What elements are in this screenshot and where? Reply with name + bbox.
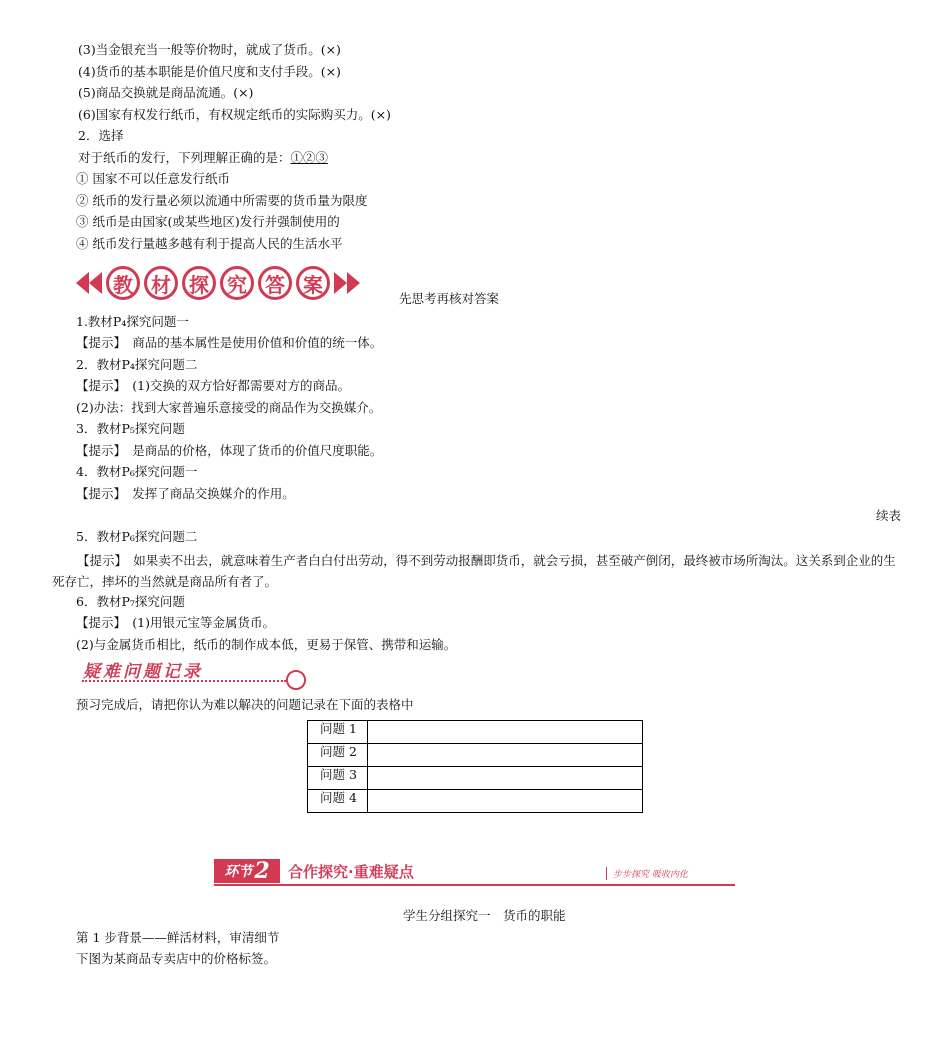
- table-row: [308, 767, 643, 790]
- answer-line: (2)办法：找到大家普遍乐意接受的商品作为交换媒介。: [76, 400, 382, 415]
- section2-label: [214, 859, 280, 883]
- judgment-item: (6)国家有权发行纸币，有权规定纸币的实际购买力。(×): [78, 107, 391, 122]
- section2-number: 2: [254, 858, 270, 884]
- record-intro: 预习完成后，请把你认为难以解决的问题记录在下面的表格中: [76, 697, 414, 712]
- step-description: 下图为某商品专卖店中的价格标签。: [76, 951, 277, 966]
- answer-line: 5．教材P₆探究问题二: [76, 529, 198, 544]
- answer-paragraph: 【提示】 如果卖不出去，就意味着生产者白白付出劳动，得不到劳动报酬即货币，就会亏损，甚至破产倒闭，最终被市场所淘汰。这关系到企业的生死存亡，摔坏的当然就是商品所有者了。: [52, 553, 896, 589]
- banner-char: 材: [144, 266, 178, 300]
- row-label: 问题 3: [308, 767, 368, 790]
- left-arrow-icon: [89, 272, 102, 294]
- answer-line: 3．教材P₅探究问题: [76, 421, 185, 436]
- judgment-item: (5)商品交换就是商品流通。(×): [78, 85, 254, 100]
- row-label: 问题 2: [308, 744, 368, 767]
- answer-line: 1.教材P₄探究问题一: [76, 314, 189, 329]
- answer-cell[interactable]: [368, 790, 643, 813]
- record-section-title: 疑难问题记录: [83, 662, 203, 682]
- banner-note: 先思考再核对答案: [399, 291, 500, 306]
- answer-cell[interactable]: [368, 767, 643, 790]
- table-row: [308, 790, 643, 813]
- choice-question: [78, 149, 328, 167]
- table-row: [308, 721, 643, 744]
- banner-char: 案: [296, 266, 330, 300]
- judgment-item: (4)货币的基本职能是价值尺度和支付手段。(×): [78, 64, 341, 79]
- answer-line: 【提示】 (1)用银元宝等金属货币。: [76, 615, 275, 630]
- row-label: 问题 4: [308, 790, 368, 813]
- group-heading: 学生分组探究一 货币的职能: [403, 908, 566, 923]
- answer-line: 【提示】 (1)交换的双方恰好都需要对方的商品。: [76, 378, 350, 393]
- answer-line: 【提示】 商品的基本属性是使用价值和价值的统一体。: [76, 335, 383, 350]
- answer-line: 4．教材P₆探究问题一: [76, 464, 198, 479]
- banner-char: 探: [182, 266, 216, 300]
- section2-subtitle: 步步探究 吸收内化: [606, 867, 688, 880]
- answer-line: 6．教材P₇探究问题: [76, 594, 185, 609]
- answer-cell[interactable]: [368, 744, 643, 767]
- row-label: 问题 1: [308, 721, 368, 744]
- step-heading: 第 1 步背景——鲜活材料，审清细节: [76, 930, 280, 945]
- choice-answer: ①②③: [290, 150, 329, 165]
- banner-char: 答: [258, 266, 292, 300]
- answer-cell[interactable]: [368, 721, 643, 744]
- choice-option: ① 国家不可以任意发行纸币: [76, 171, 230, 186]
- section2-underline: [214, 884, 735, 886]
- table-row: [308, 744, 643, 767]
- section2-banner: [214, 857, 735, 889]
- dotted-divider: [82, 680, 286, 682]
- judgment-item: (3)当金银充当一般等价物时，就成了货币。(×): [78, 42, 341, 57]
- right-arrow-icon: [334, 272, 347, 294]
- section2-title: 合作探究·重难疑点: [288, 863, 414, 881]
- choice-option: ③ 纸币是由国家(或某些地区)发行并强制使用的: [76, 214, 340, 229]
- right-arrow-icon: [347, 272, 360, 294]
- answer-line: 【提示】 发挥了商品交换媒介的作用。: [76, 486, 295, 501]
- answer-line: 2．教材P₄探究问题二: [76, 357, 198, 372]
- left-arrow-icon: [76, 272, 89, 294]
- circle-icon: [286, 670, 306, 690]
- banner-char: 教: [106, 266, 140, 300]
- answer-line: (2)与金属货币相比，纸币的制作成本低，更易于保管、携带和运输。: [76, 637, 457, 652]
- textbook-answer-banner: [76, 264, 360, 302]
- choice-heading: 2．选择: [78, 128, 124, 143]
- choice-question-text: 对于纸币的发行，下列理解正确的是：: [78, 150, 291, 165]
- choice-option: ④ 纸币发行量越多越有利于提高人民的生活水平: [76, 236, 343, 251]
- choice-option: ② 纸币的发行量必须以流通中所需要的货币量为限度: [76, 193, 368, 208]
- section2-label-text: 环节: [224, 864, 253, 880]
- answer-line: 【提示】 是商品的价格，体现了货币的价值尺度职能。: [76, 443, 383, 458]
- question-record-table: [307, 720, 643, 813]
- continued-label: 续表: [876, 508, 902, 523]
- banner-char: 究: [220, 266, 254, 300]
